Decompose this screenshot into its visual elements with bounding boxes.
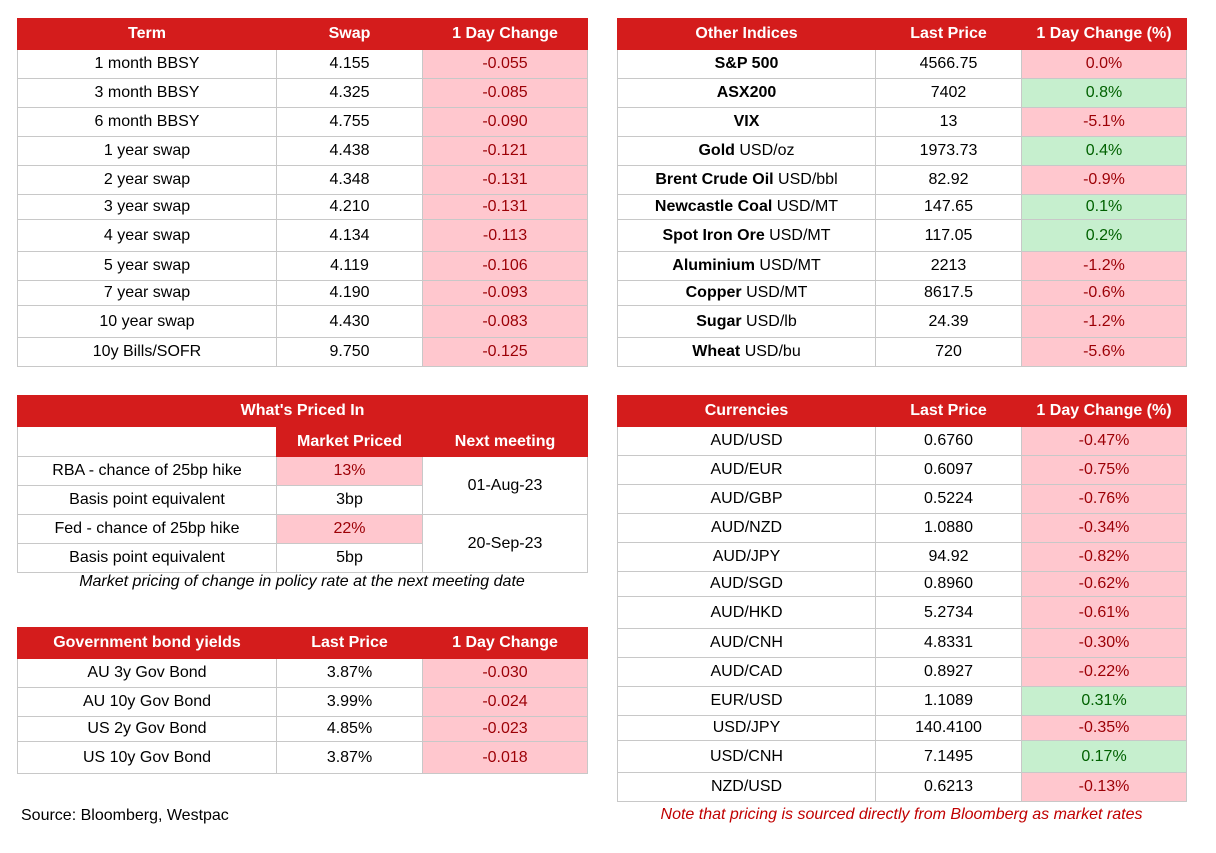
term-cell: 3 month BBSY [18,79,277,108]
currency-change: -0.62% [1022,572,1187,597]
currency-change: -0.47% [1022,427,1187,456]
index-name: VIX [733,113,760,130]
index-change: 0.4% [1022,137,1187,166]
index-unit: USD/bbl [778,171,838,188]
change-cell: -0.106 [423,252,588,281]
index-price: 7402 [876,79,1022,108]
currency-price: 1.0880 [876,514,1022,543]
term-cell: 6 month BBSY [18,108,277,137]
table-row [18,717,588,742]
header-other-indices: Other Indices [618,19,876,50]
bond-name: US 10y Gov Bond [18,742,277,774]
swap-cell: 4.348 [277,166,423,195]
table-row [618,281,1187,306]
other-indices-table [617,18,1187,367]
table-row [618,456,1187,485]
next-meeting-date: 01-Aug-23 [423,457,588,515]
next-meeting-date: 20-Sep-23 [423,515,588,573]
currencies-table-header [618,396,1187,427]
index-name: Gold [698,142,735,159]
bond-change: -0.018 [423,742,588,774]
index-unit: USD/MT [776,198,839,215]
bond-name: US 2y Gov Bond [18,717,277,742]
currency-price: 0.6213 [876,773,1022,802]
index-change: 0.0% [1022,50,1187,79]
currency-change: -0.22% [1022,658,1187,687]
bond-price: 3.87% [277,742,423,774]
index-price: 8617.5 [876,281,1022,306]
header-next-meeting: Next meeting [423,427,588,457]
priced-title-row [18,396,588,427]
index-name-cell [618,252,876,281]
currency-pair: AUD/HKD [618,597,876,629]
table-row [618,485,1187,514]
table-row [618,716,1187,741]
index-name-cell [618,195,876,220]
index-change: -0.9% [1022,166,1187,195]
table-row [618,79,1187,108]
index-unit: USD/MT [759,257,821,274]
table-row [618,108,1187,137]
index-name: ASX200 [716,84,777,101]
priced-label: Fed - chance of 25bp hike [18,515,277,544]
priced-value: 3bp [277,486,423,515]
index-price: 82.92 [876,166,1022,195]
currency-change: -0.13% [1022,773,1187,802]
index-name: Aluminium [672,257,755,274]
currency-pair: AUD/USD [618,427,876,456]
table-row [618,306,1187,338]
table-row [618,427,1187,456]
table-row [618,338,1187,367]
index-change: -1.2% [1022,252,1187,281]
term-cell: 2 year swap [18,166,277,195]
table-row [18,166,588,195]
table-row [18,338,588,367]
bond-name: AU 10y Gov Bond [18,688,277,717]
table-row [618,252,1187,281]
currency-change: -0.61% [1022,597,1187,629]
change-cell: -0.093 [423,281,588,306]
table-row [18,688,588,717]
table-row [18,281,588,306]
index-change: 0.1% [1022,195,1187,220]
indices-table-header [618,19,1187,50]
source-note: Source: Bloomberg, Westpac [21,807,229,824]
table-row [618,629,1187,658]
table-row [618,741,1187,773]
index-name-cell [618,281,876,306]
currency-pair: AUD/CAD [618,658,876,687]
currencies-table [617,395,1187,802]
currency-pair: AUD/NZD [618,514,876,543]
index-price: 147.65 [876,195,1022,220]
index-name: Spot Iron Ore [662,226,765,244]
index-unit: USD/lb [746,312,797,330]
header-swap: Swap [277,19,423,50]
table-row [618,658,1187,687]
table-row [618,773,1187,802]
index-price: 4566.75 [876,50,1022,79]
index-name-cell [618,137,876,166]
index-unit: USD/MT [769,226,831,244]
currency-price: 4.8331 [876,629,1022,658]
currency-pair: AUD/CNH [618,629,876,658]
pricing-disclaimer: Note that pricing is sourced directly from Bloomberg as market rates [660,806,1143,823]
currency-pair: USD/JPY [618,716,876,741]
table-row [618,137,1187,166]
currency-price: 0.6760 [876,427,1022,456]
term-cell: 7 year swap [18,281,277,306]
header-last-price: Last Price [277,628,423,659]
government-bond-yields-table [17,627,588,774]
index-name-cell [618,338,876,367]
blank-cell [18,427,277,457]
table-row [18,252,588,281]
bond-price: 3.99% [277,688,423,717]
table-row [18,50,588,79]
index-price: 13 [876,108,1022,137]
table-row [618,687,1187,716]
bond-name: AU 3y Gov Bond [18,659,277,688]
table-row [18,306,588,338]
table-row [18,137,588,166]
priced-label: Basis point equivalent [18,486,277,515]
currency-price: 0.8927 [876,658,1022,687]
swap-cell: 4.438 [277,137,423,166]
header-currencies: Currencies [618,396,876,427]
table-row [18,195,588,220]
table-row [618,543,1187,572]
currency-change: -0.75% [1022,456,1187,485]
currency-pair: NZD/USD [618,773,876,802]
header-market-priced: Market Priced [277,427,423,457]
change-cell: -0.125 [423,338,588,367]
swap-cell: 9.750 [277,338,423,367]
index-name-cell [618,108,876,137]
table-row [618,50,1187,79]
currency-change: -0.82% [1022,543,1187,572]
index-name-cell [618,220,876,252]
currency-price: 7.1495 [876,741,1022,773]
currency-change: 0.31% [1022,687,1187,716]
index-name-cell [618,166,876,195]
table-row [18,108,588,137]
change-cell: -0.131 [423,166,588,195]
change-cell: -0.113 [423,220,588,252]
change-cell: -0.083 [423,306,588,338]
currency-pair: AUD/JPY [618,543,876,572]
header-1-day-change: 1 Day Change [423,628,588,659]
table-row [18,220,588,252]
change-cell: -0.131 [423,195,588,220]
index-price: 720 [876,338,1022,367]
bond-price: 3.87% [277,659,423,688]
index-unit: USD/MT [746,284,808,301]
table-row [18,742,588,774]
change-cell: -0.090 [423,108,588,137]
term-cell: 1 month BBSY [18,50,277,79]
swap-cell: 4.210 [277,195,423,220]
currency-price: 0.5224 [876,485,1022,514]
currency-pair: AUD/SGD [618,572,876,597]
table-row [618,220,1187,252]
index-name: Brent Crude Oil [655,171,774,188]
table-row [618,597,1187,629]
swap-rates-table [17,18,588,367]
index-price: 2213 [876,252,1022,281]
bond-change: -0.030 [423,659,588,688]
priced-value: 13% [277,457,423,486]
priced-subheader-row [18,427,588,457]
index-change: -0.6% [1022,281,1187,306]
term-cell: 10y Bills/SOFR [18,338,277,367]
index-change: 0.2% [1022,220,1187,252]
swap-cell: 4.134 [277,220,423,252]
index-unit: USD/oz [739,142,795,159]
index-price: 24.39 [876,306,1022,338]
change-cell: -0.055 [423,50,588,79]
currency-price: 0.6097 [876,456,1022,485]
priced-in-note: Market pricing of change in policy rate at the next meeting date [79,573,525,590]
term-cell: 3 year swap [18,195,277,220]
header-last-price: Last Price [876,19,1022,50]
currency-price: 140.4100 [876,716,1022,741]
index-name: S&P 500 [714,55,779,72]
currency-change: 0.17% [1022,741,1187,773]
term-cell: 10 year swap [18,306,277,338]
bond-price: 4.85% [277,717,423,742]
header-last-price: Last Price [876,396,1022,427]
index-name: Copper [685,284,742,301]
index-change: 0.8% [1022,79,1187,108]
whats-priced-in-table [17,395,588,573]
table-row [618,195,1187,220]
bond-change: -0.023 [423,717,588,742]
currency-pair: AUD/GBP [618,485,876,514]
swap-cell: 4.119 [277,252,423,281]
currency-change: -0.30% [1022,629,1187,658]
header-term: Term [18,19,277,50]
index-price: 117.05 [876,220,1022,252]
term-cell: 5 year swap [18,252,277,281]
change-cell: -0.085 [423,79,588,108]
swap-cell: 4.325 [277,79,423,108]
priced-label: RBA - chance of 25bp hike [18,457,277,486]
table-row [18,515,588,544]
table-row [18,659,588,688]
priced-label: Basis point equivalent [18,544,277,573]
swap-cell: 4.755 [277,108,423,137]
currency-price: 1.1089 [876,687,1022,716]
table-row [618,572,1187,597]
swap-cell: 4.155 [277,50,423,79]
currency-price: 5.2734 [876,597,1022,629]
swap-cell: 4.190 [277,281,423,306]
change-cell: -0.121 [423,137,588,166]
term-cell: 1 year swap [18,137,277,166]
swap-table-header [18,19,588,50]
index-price: 1973.73 [876,137,1022,166]
header-1-day-change-pct: 1 Day Change (%) [1022,396,1187,427]
table-row [18,457,588,486]
header-1-day-change: 1 Day Change [423,19,588,50]
bond-change: -0.024 [423,688,588,717]
index-name-cell [618,79,876,108]
currency-change: -0.34% [1022,514,1187,543]
header-government-bond-yields: Government bond yields [18,628,277,659]
table-row [618,514,1187,543]
currency-price: 94.92 [876,543,1022,572]
currency-pair: USD/CNH [618,741,876,773]
index-name: Sugar [696,312,742,330]
header-1-day-change-pct: 1 Day Change (%) [1022,19,1187,50]
currency-price: 0.8960 [876,572,1022,597]
index-change: -5.6% [1022,338,1187,367]
currency-change: -0.35% [1022,716,1187,741]
index-change: -1.2% [1022,306,1187,338]
index-unit: USD/bu [744,343,801,360]
index-name: Wheat [692,343,741,360]
table-row [18,79,588,108]
index-name-cell [618,50,876,79]
currency-change: -0.76% [1022,485,1187,514]
currency-pair: AUD/EUR [618,456,876,485]
swap-cell: 4.430 [277,306,423,338]
term-cell: 4 year swap [18,220,277,252]
priced-value: 5bp [277,544,423,573]
priced-in-title: What's Priced In [18,396,588,427]
priced-value: 22% [277,515,423,544]
table-row [618,166,1187,195]
bonds-table-header [18,628,588,659]
index-name-cell [618,306,876,338]
currency-pair: EUR/USD [618,687,876,716]
index-name: Newcastle Coal [654,198,773,215]
index-change: -5.1% [1022,108,1187,137]
